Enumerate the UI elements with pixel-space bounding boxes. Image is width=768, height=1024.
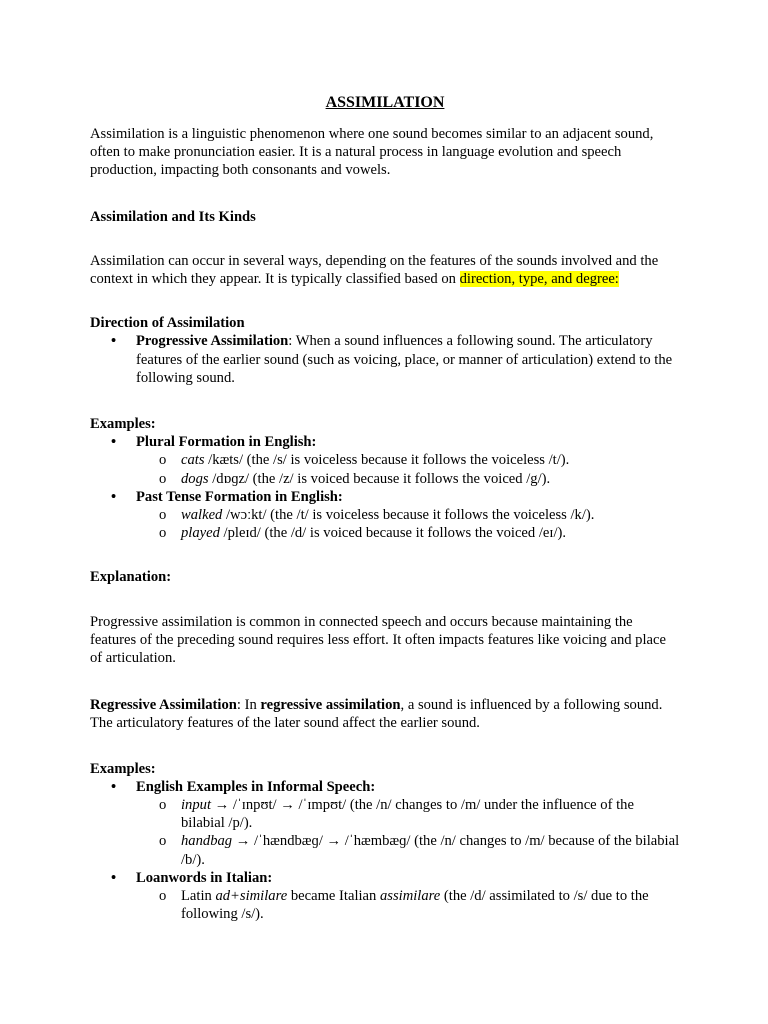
list-item [90, 488, 680, 543]
bullet-icon: • [111, 333, 117, 350]
sublist-item [91, 832, 680, 868]
plural-title: Plural Formation in English: [136, 434, 317, 451]
example-word: dogs [181, 470, 209, 487]
sublist-item [91, 470, 680, 488]
highlighted-text: direction, type, and degree: [459, 271, 619, 288]
example-word: handbag [181, 833, 233, 850]
regressive-text-1: : In [236, 697, 261, 714]
sub-bullet-icon: o [159, 470, 167, 487]
sub-bullet-icon: o [159, 525, 167, 542]
example-text: became Italian [287, 888, 380, 905]
example-word: assimilare [379, 888, 441, 905]
list-item [90, 332, 680, 387]
list-item [90, 433, 680, 488]
plural-sublist [136, 451, 680, 487]
kinds-heading: Assimilation and Its Kinds [90, 208, 256, 225]
example-word: ad+similare [215, 888, 288, 905]
sub-bullet-icon: o [159, 888, 167, 905]
progressive-term: Progressive Assimilation [136, 333, 289, 350]
kinds-paragraph [90, 252, 680, 288]
sublist-item [91, 451, 680, 469]
example-word: walked [181, 507, 223, 524]
regressive-examples-list [90, 778, 680, 924]
sublist-item [91, 524, 680, 542]
page-title: ASSIMILATION [325, 94, 445, 111]
direction-list [90, 332, 680, 387]
example-word: played [181, 525, 220, 542]
examples-heading: Examples: [90, 760, 156, 777]
informal-title: English Examples in Informal Speech: [136, 778, 376, 795]
example-text: /dɒɡz/ (the /z/ is voiced because it follows the voiced /g/). [208, 470, 551, 487]
sub-bullet-icon: o [159, 507, 167, 524]
sub-bullet-icon: o [159, 797, 167, 814]
document-body [90, 92, 680, 924]
sublist-item [91, 506, 680, 524]
explanation-heading: Explanation: [90, 569, 172, 586]
example-word: cats [181, 452, 205, 469]
bullet-icon: • [111, 434, 117, 451]
example-text: /wɔːkt/ (the /t/ is voiceless because it follows the voiceless /k/). [222, 507, 595, 524]
explanation-paragraph: Progressive assimilation is common in connected speech and occurs because maintaining the features of the preceding sound requires less effort. It often impacts features like voicing and place of articulation. [90, 613, 666, 667]
sub-bullet-icon: o [159, 452, 167, 469]
sub-bullet-icon: o [159, 833, 167, 850]
bullet-icon: • [111, 869, 117, 886]
example-word: input [181, 797, 211, 814]
past-sublist [136, 506, 680, 542]
example-text: Latin [181, 888, 216, 905]
example-text: (the /d/ assimilated to /s/ due to the following /s/). [181, 888, 649, 923]
example-text: /pleɪd/ (the /d/ is voiced because it follows the voiced /eɪ/). [219, 525, 567, 542]
list-item [90, 869, 680, 924]
example-text: → /ˈhændbæɡ/ → /ˈhæmbæɡ/ (the /n/ changes to /m/ because of the bilabial /b/). [181, 833, 680, 868]
sublist-item [91, 887, 680, 923]
example-text: /kæts/ (the /s/ is voiceless because it follows the voiceless /t/). [204, 452, 570, 469]
italian-sublist [136, 887, 680, 923]
regressive-paragraph [90, 696, 680, 732]
italian-title: Loanwords in Italian: [136, 869, 273, 886]
list-item [90, 778, 680, 869]
direction-heading: Direction of Assimilation [90, 315, 245, 332]
bullet-icon: • [111, 778, 117, 795]
kinds-text: Assimilation can occur in several ways, depending on the features of the sounds involved and the context in which they appear. It is typically classified based on [90, 252, 659, 288]
progressive-text: : When a sound influences a following sound. The articulatory features of the earlier sound (such as voicing, place, or manner of articulation) extend to the following sound. [136, 333, 673, 386]
informal-sublist [136, 796, 680, 869]
example-text: → /ˈɪnpʊt/ → /ˈɪmpʊt/ (the /n/ changes to /m/ under the influence of the bilabial /p/). [181, 797, 634, 832]
bullet-icon: • [111, 488, 117, 505]
regressive-term: Regressive Assimilation [90, 697, 237, 714]
progressive-examples-list [90, 433, 680, 542]
examples-heading: Examples: [90, 416, 156, 433]
intro-paragraph: Assimilation is a linguistic phenomenon where one sound becomes similar to an adjacent sound, often to make pronunciation easier. It is a natural process in language evolution and speech production, impacting both consonants and vowels. [90, 126, 654, 179]
past-title: Past Tense Formation in English: [136, 488, 343, 505]
sublist-item [91, 796, 680, 832]
regressive-term-2: regressive assimilation [260, 697, 401, 714]
regressive-text-2: , a sound is influenced by a following sound. The articulatory features of the later sound affect the earlier sound. [90, 697, 663, 732]
